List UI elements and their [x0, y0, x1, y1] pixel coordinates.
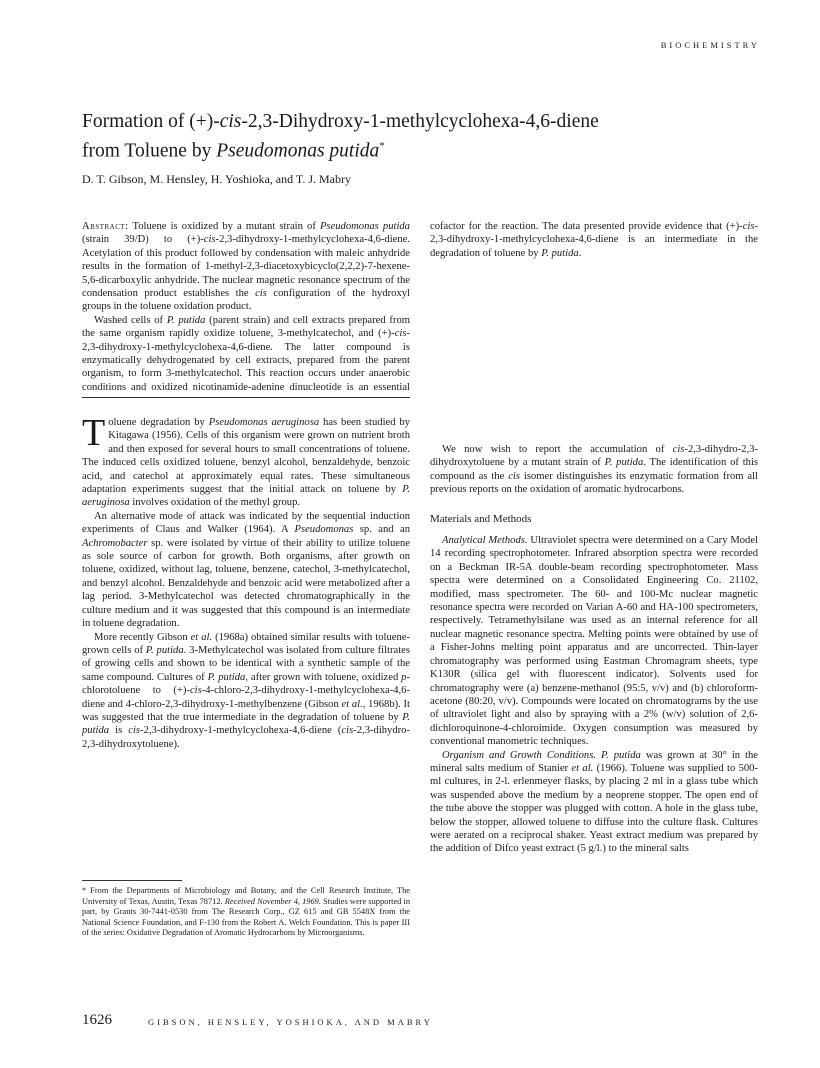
body-paragraph: Toluene degradation by Pseudomonas aeruginosa has been studied by Kitagawa (1956). Cells of this organism were grown on nutrient broth and then exposed for several hours to small concentrations of toluene. The induced cells oxidized toluene, benzyl alcohol, benzaldehyde, benzoic acid, and catechol at approximately equal rates. These simultaneous adaptation experiments suggest that the initial attack on toluene by P. aeruginosa involves oxidation of the methyl group.	[82, 412, 410, 509]
abstract-divider	[82, 397, 410, 398]
left-column	[82, 412, 410, 751]
drop-cap: T	[82, 412, 106, 454]
abstract-paragraph: Abstract: Toluene is oxidized by a mutant strain of Pseudomonas putida (strain 39/D) to (+)-cis-2,3-dihydroxy-1-methylcyclohexa-4,6-diene. Acetylation of this product followed by condensation with maleic anhydride results in the formation of 1-methyl-2,3-diacetoxybicyclo(2,2,2)-7-hexene-5,6-dicarboxylic anhydride. The nuclear magnetic resonance spectrum of the condensation product establishes the cis configuration of the hydroxyl groups in the toluene oxidation product.	[82, 221, 410, 313]
body-paragraph: Organism and Growth Conditions. P. putida was grown at 30° in the mineral salts medium of Stanier et al. (1966). Toluene was supplied to 500-ml cultures, in 2-l. erlenmeyer flasks, by placing 2 ml in a glass tube which was suspended above the medium by a neoprene stopper. The open end of the tube above the stopper was plugged with cotton. A hole in the glass tube, below the stopper, allowed toluene to diffuse into the culture flask. Cultures were aerated on a reciprocal shaker. Yeast extract medium was prepared by the addition of Difco yeast extract (5 g/l.) to the mineral salts	[430, 749, 759, 855]
abstract-paragraph: Washed cells of P. putida (parent strain) and cell extracts prepared from the same organism rapidly oxidize toluene, 3-methylcatechol, and (+)-cis-2,3-dihydroxy-1-methylcyclohexa-4,6-diene. The latter compound is enzymatically dehydrogenated by cell extracts, prepared from the parent organism, to form 3-methylcatechol. This reaction occurs under anaerobic conditions and oxidized nicotinamide-adenine dinucleotide is an essential cofactor for the reaction. The data presented provide evidence that (+)-cis-2,3-dihydroxy-1-methylcyclohexa-4,6-diene is an intermediate in the degradation of toluene by P. putida.	[82, 221, 758, 393]
footnote: * From the Departments of Microbiology and Botany, and the Cell Research Institute, The University of Texas, Austin, Texas 78712. Received November 4, 1969. Studies were supported in part, by Grants 30-7441-0530 from The Research Corp., GZ 615 and GB 5548X from the National Science Foundation, and F-130 from the Robert A. Welch Foundation. This is paper III of the series: Oxidative Degradation of Aromatic Hydrocarbons by Microorganisms.	[82, 886, 411, 938]
body-paragraph: We now wish to report the accumulation of cis-2,3-dihydro-2,3-dihydroxytoluene by a mutant strain of P. putida. The identification of this compound as the cis isomer distinguishes its enzymatic formation from all previous reports on the oxidation of aromatic hydrocarbons.	[430, 444, 759, 496]
body-paragraph: Analytical Methods. Ultraviolet spectra were determined on a Cary Model 14 recording spectrophotometer. Infrared absorption spectra were recorded on a Beckman IR-5A double-beam recording spectrophotometer. Mass spectra were determined on a Consolidated Engineering Co. 21102, modified, mass spectrometer. The 60- and 100-Mc nuclear magnetic resonance spectra were recorded on Varian A-60 and HA-100 spectrometers, respectively. Tetramethylsilane was used as an internal reference for all nuclear magnetic resonance spectra. Melting points were obtained by use of a Fisher-Johns melting point apparatus and are uncorrected. Thin-layer chromatography was performed using Eastman Chromagram sheets, type K130R (silica gel with fluorescent indicator). Solvents used for chromatography were (a) benzene-methanol (95:5, v/v) and (b) chloroform-acetone (80:20, v/v). Compounds were located on chromatograms by the use of ultraviolet light and also by spraying with a 2% (w/v) solution of 2,6-dichloroquinone-4-chloroimide. Oxygen consumption was measured by conventional manometric techniques.	[430, 535, 758, 748]
running-head: GIBSON, HENSLEY, YOSHIOKA, AND MABRY	[148, 1017, 433, 1027]
article-title: Formation of (+)-cis-2,3-Dihydroxy-1-methylcyclohexa-4,6-diene from Toluene by Pseudomonas putida*	[82, 111, 599, 162]
body-paragraph: An alternative mode of attack was indicated by the sequential induction experiments of Claus and Walker (1964). A Pseudomonas sp. and an Achromobacter sp. were isolated by virtue of their ability to utilize toluene as sole source of carbon for growth. Both organisms, after growth on toluene, oxidized, without lag, toluene, benzene, catechol, 3-methylcatechol, and benzyl alcohol. Benzaldehyde and benzoic acid were metabolized after a lag period. 3-Methylcatechol was detected chromatographically in the culture medium and it was suggested that this compound is an intermediate in toluene degradation.	[82, 510, 410, 630]
page-number: 1626	[82, 1012, 112, 1028]
abstract	[82, 220, 758, 400]
footnote-divider	[82, 880, 182, 881]
section-heading: Materials and Methods	[430, 512, 532, 525]
journal-name: BIOCHEMISTRY	[660, 40, 760, 50]
right-column	[430, 443, 758, 856]
body-paragraph: More recently Gibson et al. (1968a) obtained similar results with toluene-grown cells of P. putida. 3-Methylcatechol was isolated from culture filtrates of growing cells and shown to be identical with a synthetic sample of the same compound. Cultures of P. putida, after grown with toluene, oxidized p-chlorotoluene to (+)-cis-4-chloro-2,3-dihydroxy-1-methylcyclohexa-4,6-diene and 4-chloro-2,3-dihydroxy-1-methylbenzene (Gibson et al., 1968b). It was suggested that the true intermediate in the degradation of toluene by P. putida is cis-2,3-dihydroxy-1-methylcyclohexa-4,6-diene (cis-2,3-dihydro-2,3-dihydroxytoluene).	[82, 631, 410, 750]
author-list: D. T. Gibson, M. Hensley, H. Yoshioka, and T. J. Mabry	[82, 172, 351, 186]
